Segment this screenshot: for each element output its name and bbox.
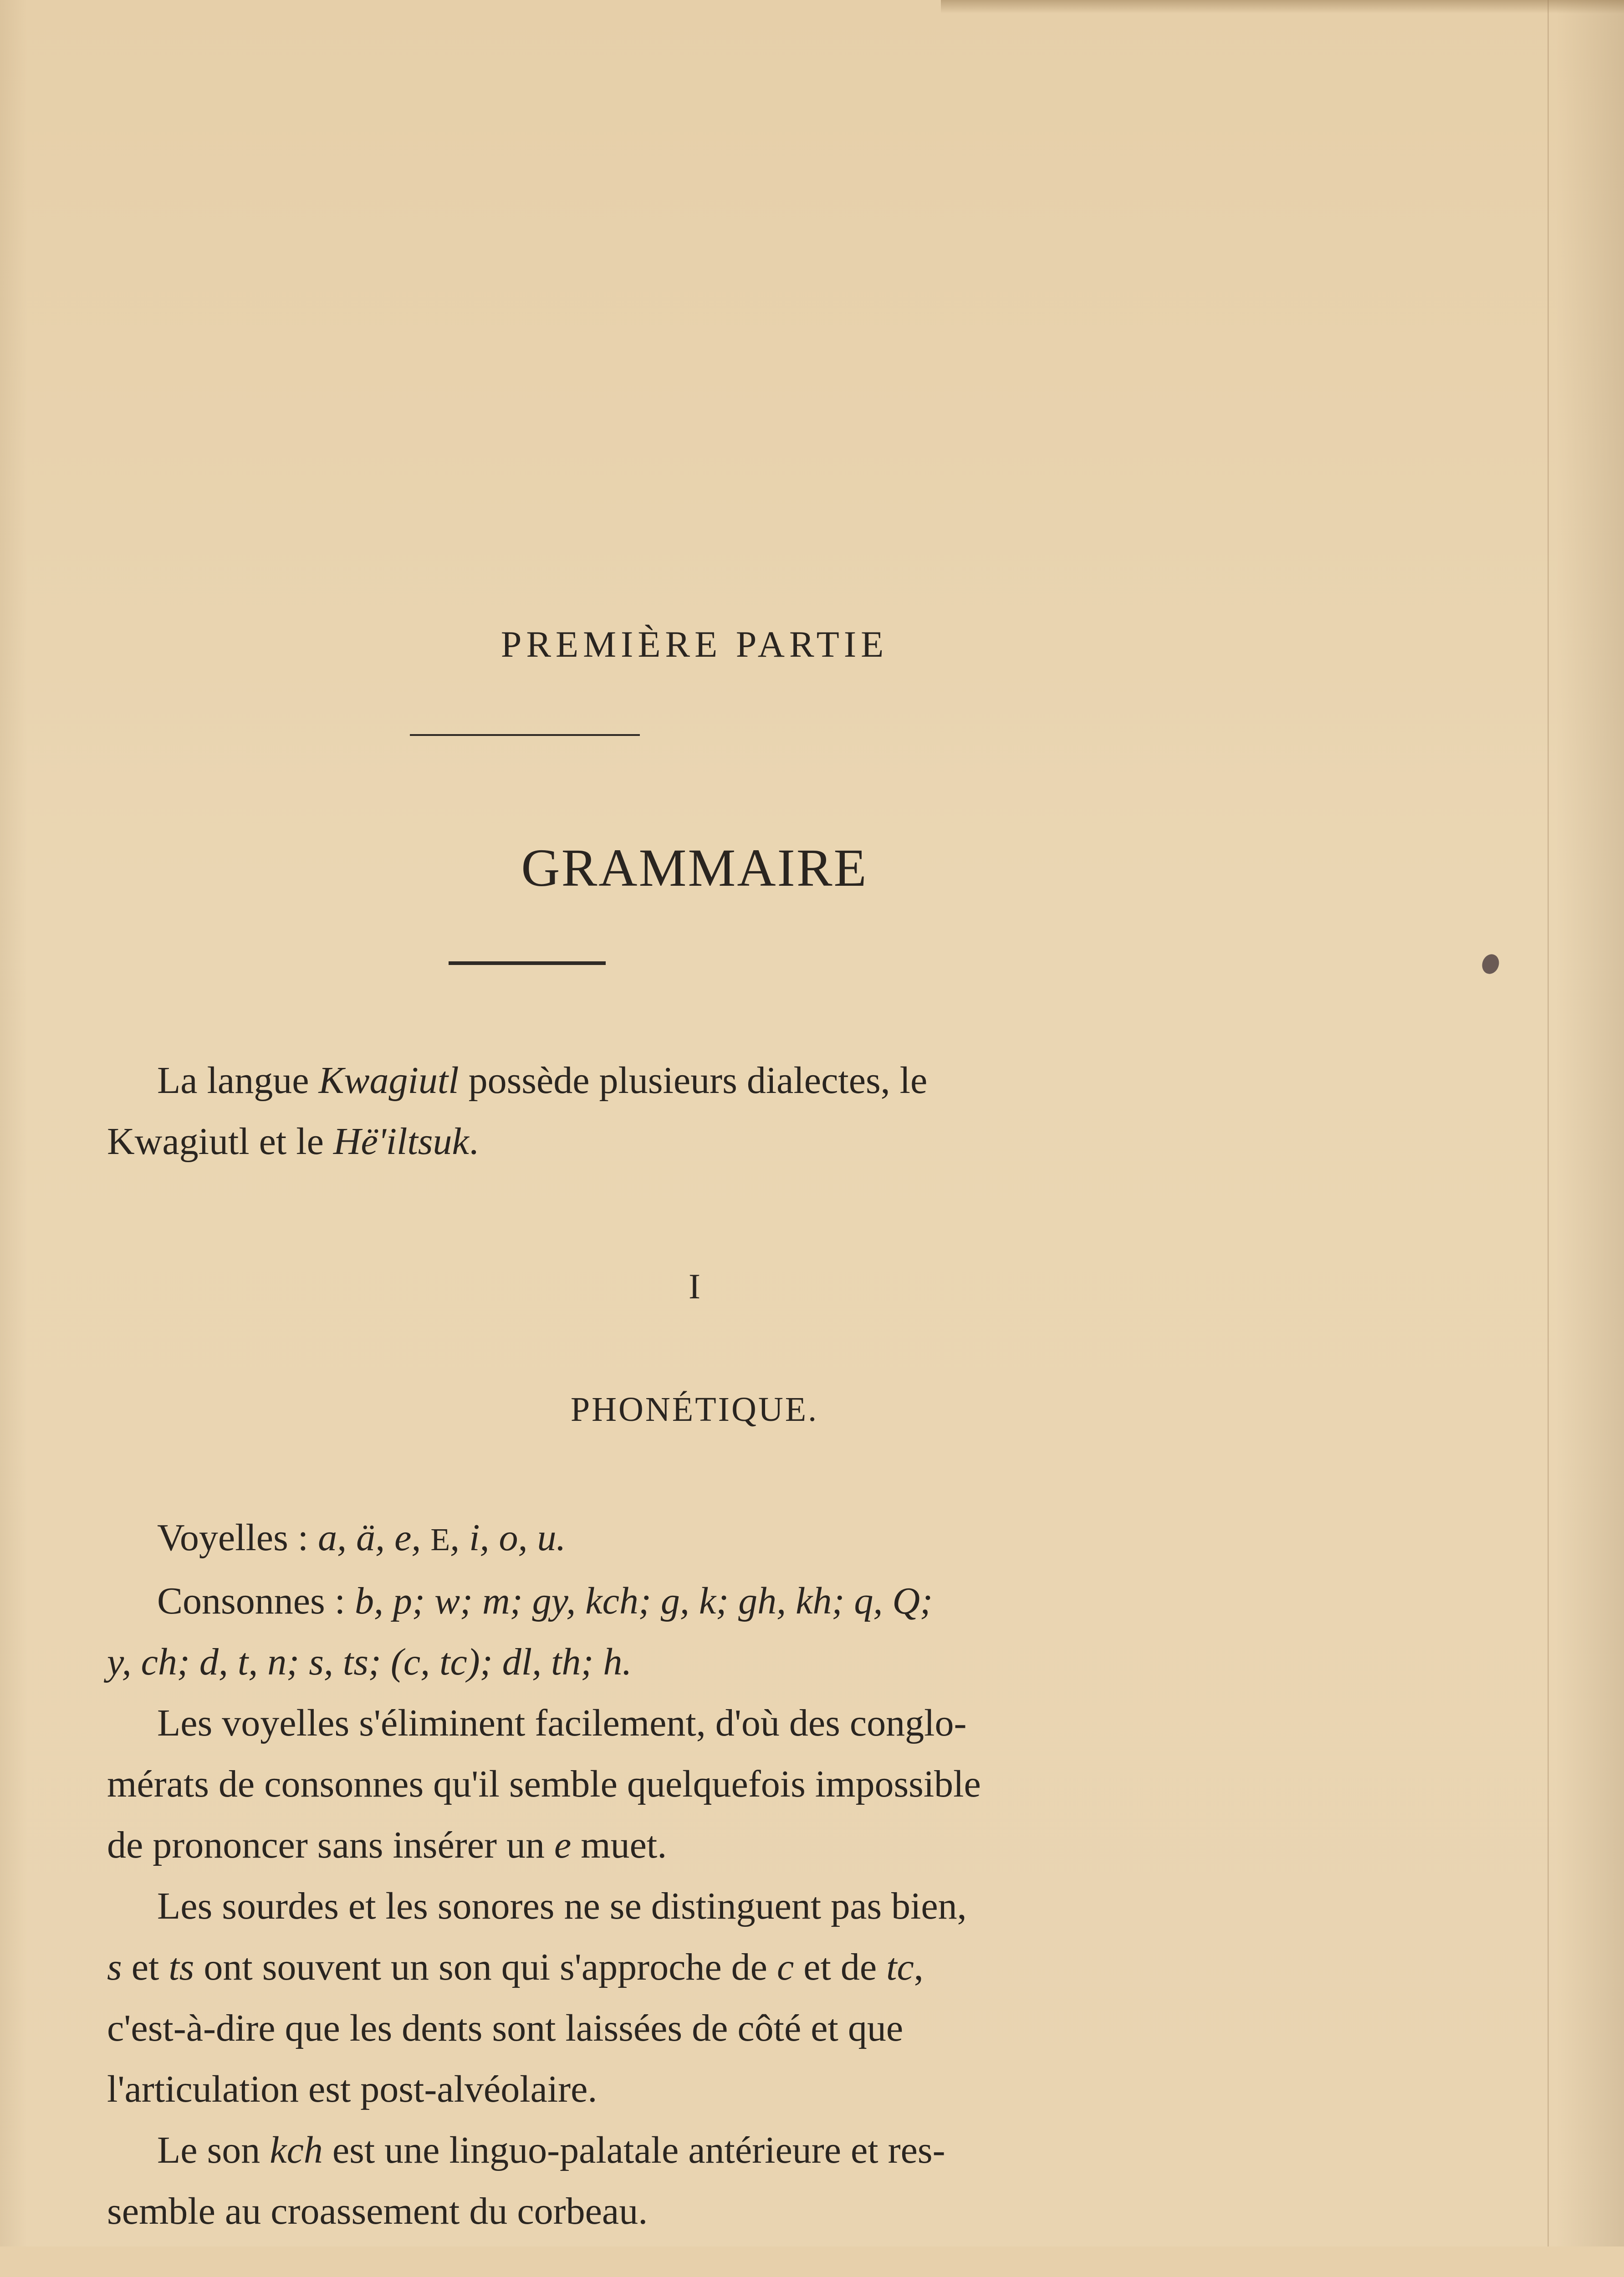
page-edge [1547, 0, 1549, 2246]
text-run: muet. [581, 1824, 667, 1866]
text-line: mérats de consonnes qu'il semble quelquefois impossible [107, 1763, 981, 1805]
voyelles-line [157, 1507, 1232, 1571]
italic-term: ts [169, 1946, 194, 1988]
consonnes-letters: b, p; w; m; gy, kch; g, k; gh, kh; q, Q; [355, 1580, 933, 1622]
text-line: c'est-à-dire que les dents sont laissées de côté et que [107, 2007, 904, 2049]
text-line [157, 2120, 1232, 2181]
text-line: Les sourdes et les sonores ne se distinguent pas bien, [157, 1885, 967, 1927]
text-run: , [914, 1946, 924, 1988]
part-title: PREMIÈRE PARTIE [500, 623, 889, 665]
page-content [107, 0, 1232, 2246]
page-top-edge [941, 0, 1624, 14]
text-line: semble au croassement du corbeau. [107, 2190, 648, 2232]
text-line: l'articulation est post-alvéolaire. [107, 2068, 598, 2110]
text-run: Le son [157, 2129, 260, 2171]
consonnes-line-1 [157, 1571, 1232, 1632]
title-rule-bottom [449, 961, 606, 965]
text-run: est une linguo-palatale antérieure et res- [332, 2129, 945, 2171]
title-rule-top [410, 734, 640, 736]
section-number: I [689, 1266, 700, 1306]
section-title: PHONÉTIQUE. [570, 1390, 819, 1429]
intro-line-1 [157, 1050, 1232, 1111]
voyelles-label: Voyelles : [157, 1516, 309, 1559]
text-line [107, 1815, 1232, 1876]
consonnes-letters: y, ch; d, t, n; s, ts; (c, tc); dl, th; h. [107, 1641, 632, 1683]
intro-text: . [469, 1120, 479, 1163]
text-line [107, 1937, 1232, 1998]
voyelles-smallcap-e: E [430, 1522, 450, 1557]
italic-term: c [776, 1946, 794, 1988]
text-run: et de [803, 1946, 877, 1988]
italic-term: tc [886, 1946, 914, 1988]
consonnes-line-2 [107, 1632, 1232, 1693]
text-run: et [131, 1946, 159, 1988]
phonetics-lists [107, 1507, 1232, 1693]
intro-paragraph [107, 1050, 1232, 1172]
italic-term: e [554, 1824, 572, 1866]
intro-italic-term: Hë'iltsuk [333, 1120, 469, 1163]
voyelles-letters: a, ä, e, [318, 1516, 421, 1559]
intro-italic-term: Kwagiutl [318, 1059, 459, 1102]
italic-term: kch [270, 2129, 323, 2171]
ink-spot [1480, 952, 1502, 976]
main-title: GRAMMAIRE [521, 838, 868, 898]
paragraph-kch [107, 2120, 1232, 2242]
voyelles-letters-rest: , i, o, u. [450, 1516, 566, 1559]
italic-term: s [107, 1946, 122, 1988]
intro-line-2 [107, 1111, 1232, 1172]
text-run: de prononcer sans insérer un [107, 1824, 545, 1866]
consonnes-label: Consonnes : [157, 1580, 346, 1622]
paragraph-elimination [107, 1693, 1232, 1876]
intro-text: possède plusieurs dialectes, le [468, 1059, 928, 1102]
intro-text: La langue [157, 1059, 309, 1102]
text-run: ont souvent un son qui s'approche de [204, 1946, 767, 1988]
intro-text: Kwagiutl et le [107, 1120, 324, 1163]
text-line: Les voyelles s'éliminent facilement, d'où des conglo- [157, 1702, 967, 1744]
paragraph-sourdes [107, 1876, 1232, 2120]
